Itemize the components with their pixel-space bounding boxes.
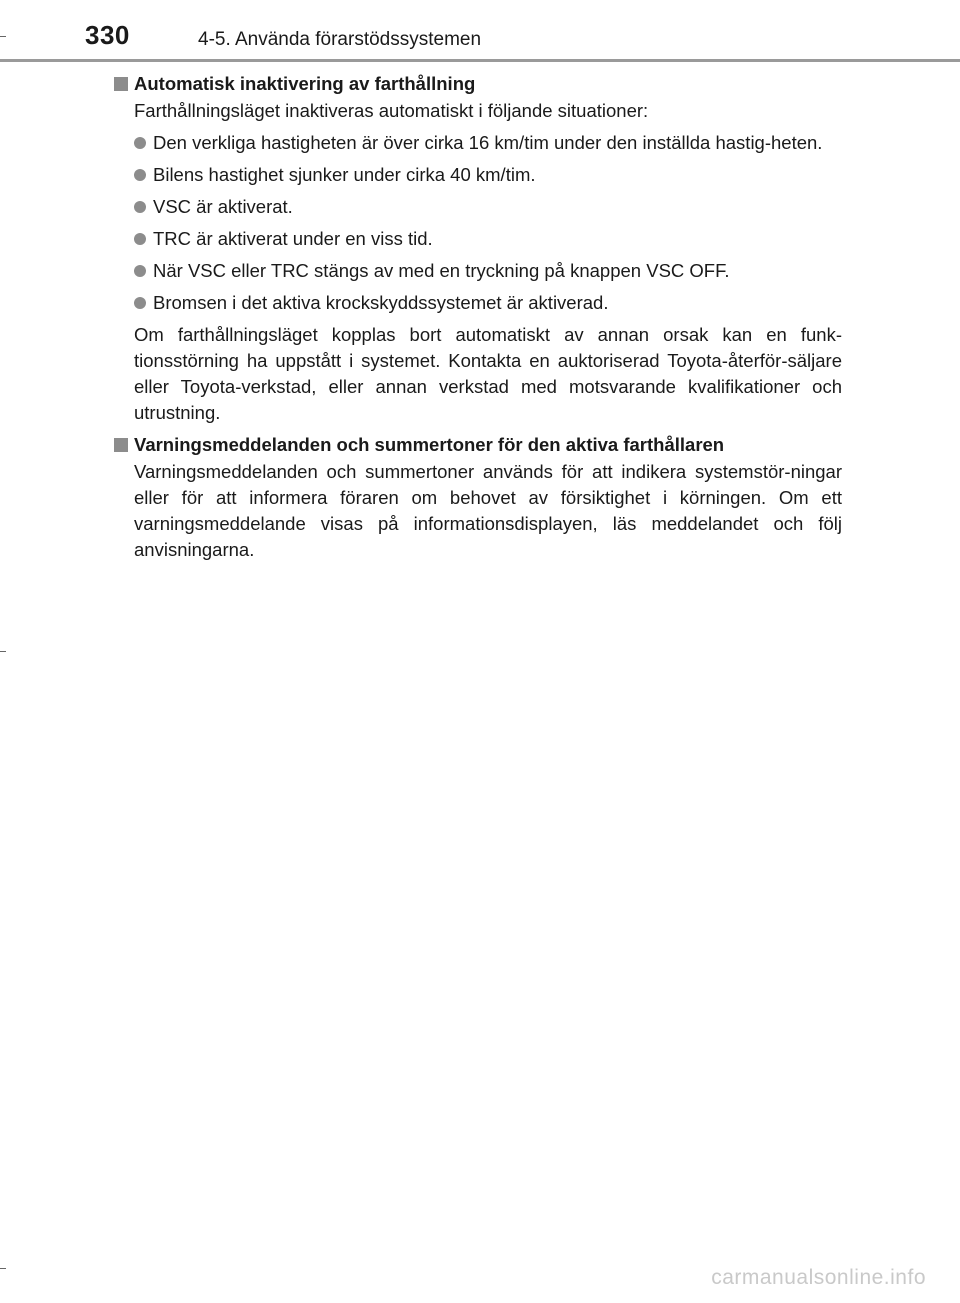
crop-mark bbox=[0, 1268, 6, 1269]
list-item-text: TRC är aktiverat under en viss tid. bbox=[153, 228, 433, 249]
page-number: 330 bbox=[85, 20, 130, 50]
section-closing-paragraph: Om farthållningsläget kopplas bort automatiskt av annan orsak kan en funk-tionsstörning ha uppstått i systemet. Kontakta en auktoriserad Toyota-återför-säljare eller Toyota-verkstad, eller annan verkstad med motsvarande kvalifikationer och utrustning. bbox=[134, 324, 842, 423]
bullet-list bbox=[114, 130, 842, 316]
section-heading-text: Varningsmeddelanden och summertoner för den aktiva farthållaren bbox=[134, 434, 725, 455]
list-item-text: När VSC eller TRC stängs av med en tryckning på knappen VSC OFF. bbox=[153, 260, 730, 281]
section-auto-deactivation bbox=[114, 71, 842, 426]
circle-bullet-icon bbox=[134, 169, 146, 181]
circle-bullet-icon bbox=[134, 137, 146, 149]
circle-bullet-icon bbox=[134, 201, 146, 213]
list-item bbox=[134, 162, 842, 188]
circle-bullet-icon bbox=[134, 233, 146, 245]
crop-mark bbox=[0, 651, 6, 652]
section-warning-messages bbox=[114, 432, 842, 563]
page-content bbox=[114, 71, 842, 563]
list-item-text: VSC är aktiverat. bbox=[153, 196, 293, 217]
section-heading-text: Automatisk inaktivering av farthållning bbox=[134, 73, 476, 94]
list-item bbox=[134, 258, 842, 284]
header-divider bbox=[0, 59, 960, 62]
chapter-title: 4-5. Använda förarstödssystemen bbox=[198, 29, 482, 50]
list-item-text: Bromsen i det aktiva krockskyddssystemet är aktiverad. bbox=[153, 292, 609, 313]
square-bullet-icon bbox=[114, 77, 128, 91]
list-item-text: Bilens hastighet sjunker under cirka 40 km/tim. bbox=[153, 164, 536, 185]
list-item bbox=[134, 290, 842, 316]
crop-mark bbox=[0, 36, 6, 37]
list-item bbox=[134, 226, 842, 252]
section-heading bbox=[114, 71, 842, 97]
list-item bbox=[134, 194, 842, 220]
section-heading bbox=[114, 432, 842, 458]
circle-bullet-icon bbox=[134, 297, 146, 309]
list-item bbox=[134, 130, 842, 156]
square-bullet-icon bbox=[114, 438, 128, 452]
circle-bullet-icon bbox=[134, 265, 146, 277]
section-intro: Farthållningsläget inaktiveras automatiskt i följande situationer: bbox=[134, 100, 649, 121]
list-item-text: Den verkliga hastigheten är över cirka 16 km/tim under den inställda hastig-heten. bbox=[153, 132, 823, 153]
section-body: Varningsmeddelanden och summertoner används för att indikera systemstör-ningar eller för att informera föraren om behovet av försiktighet i körningen. Om ett varningsmeddelande visas på informationsdisplayen, läs meddelandet och följ anvisningarna. bbox=[134, 461, 842, 560]
watermark-url: carmanualsonline.info bbox=[711, 1266, 926, 1289]
